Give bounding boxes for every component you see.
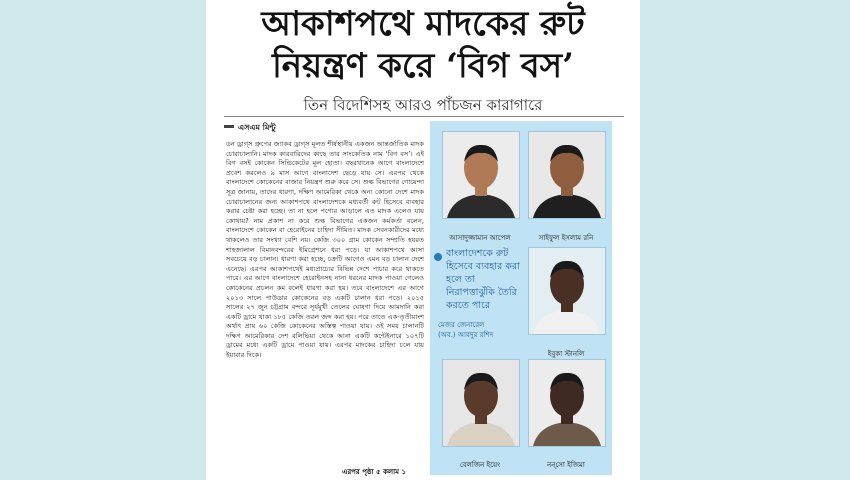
pull-quote-source (438, 320, 528, 340)
photo-caption-5: নন্‌সো ইজিমা (547, 461, 585, 469)
continued-notice: এরপর পৃষ্ঠা ৫ কলাম ১ (342, 468, 406, 476)
pull-quote: বাংলাদেশকে রুট হিসেবে ব্যবহার করা হলে তা নিরাপত্তাঝুঁকি তৈরি করতে পারে (446, 248, 520, 311)
person-portrait-icon (443, 360, 519, 446)
photo-caption-3: ইবুকা স্টানলি (547, 350, 585, 358)
subheadline: তিন বিদেশিসহ আরও পাঁচজন কারাগারে (303, 96, 543, 114)
byline: এসএম মিন্টু (238, 123, 276, 132)
headline-line-2: নিয়ন্ত্রণ করে ‘বিগ বস’ (272, 46, 574, 86)
mugshot-photo-3 (528, 247, 606, 335)
person-portrait-icon (529, 248, 605, 334)
byline-marker (224, 125, 234, 128)
mugshot-photo-4 (442, 359, 520, 447)
pull-quote-source-line-1: মেজর জেনারেল (438, 321, 485, 329)
person-portrait-icon (529, 360, 605, 446)
quote-bullet-icon (434, 253, 442, 261)
photo-caption-4: বেলজিন ইয়েং (459, 461, 501, 469)
article-body: ডন ড্রাগ্স গ্রুপের জ্যাকব ড্রাগ্স মূলত শীর্ষস্থানীয় একজন আন্তর্জাতিক মাদক চোরাচালানি। মাদক কারবারিদের কাছে তার সাংকেতিক নাম ‘বিগ বস’। এই বিগ বসই কোকেন সিন্ডিকেটের মূল হোতা। বছরখানেক আগে বাংলাদেশে প্রবেশ করলেও ৯ মাস আগে বাংলাদেশ ছেড়ে যায় সে। এরপর থেকে বাংলাদেশে কোকেনের বাজার নিয়ন্ত্রণ শুরু করে সে। শুল্ক বিভাগের গোয়েন্দা সূত্র জানায়, তাদের ধারণা, দক্ষিণ আমেরিকা থেকে অন্য কোনো দেশে মাদক চোরাচালানের জন্য আকাশপথে বাংলাদেশকে মধ্যবর্তী রুট হিসেবে ব্যবহার করার চেষ্টা করা হচ্ছে। তা না হলে পণ্যের আড়ালে এত মাদক এলেও যায় কোথায়? নাম প্রকাশ না করে শুল্ক বিভাগের একজন কর্মকর্তা বলেন, বাংলাদেশে কোকেন বা হেরোইনের চাহিদা সীমিত। মাদক সেবনকারীদের মধ্যে থাকলেও তার সংখ্যা বেশি নয়। কেজি ৩০০ গ্রাম কোকেন সম্প্রতি হযরত শাহজালাল বিমানবন্দরের ইমিগ্রেশনে ধরা পড়ে। যা আকাশপথে আসা সবচেয়ে বড় চালান। ধারণা করা হচ্ছে, চক্রটি আগেও এমন বড় চালান দেশে এনেছে। এরপর আকাশপথেই মধ্যপ্রাচ্যের বিভিন্ন দেশে পাচার করে থাকতে পারে। এর আগে বাংলাদেশে হেরোইনসহ নানা ধরনের মাদক পাওয়া গেলেও কোকেনের প্রচলন কম বলেই ধারণা করা হয়। তবে বাংলাদেশে এর আগে ২০১৩ সালে পাউডার কোকেনের বড় একটি চালান ধরা পড়ে। ২০১৫ সালের ২৭ জুন চট্টগ্রাম বন্দরে সূর্যমুখী তেলের ঘোষণা দিয়ে আমদানি করা একটি ড্রামে থাকা ১৮৫ কেজি তরল জব্দ করা হয়। পরে তাতে এক-তৃতীয়াংশ অর্থাৎ প্রায় ৬০ কেজি কোকেনের অস্তিত্ব পাওয়া যায়। ওই সময় চালানটি দক্ষিণ আমেরিকার দেশ বলিভিয়া থেকে আনা একটি কন্টেইনারে ১০৭টি ড্রামের মধ্যে একটি ড্রামে পাওয়া যায়। এরপর মাদকের চাহিদা চলে যায় ইয়াবার দিকে। (226, 140, 424, 360)
photo-panel (430, 121, 612, 475)
headline-divider (224, 116, 624, 117)
photo-caption-2: সাইফুল ইসলাম রনি (538, 234, 594, 242)
person-portrait-icon (529, 132, 605, 218)
photo-caption-1: আসাদুজ্জামান আপেল (449, 234, 511, 242)
mugshot-photo-1 (442, 131, 520, 219)
mugshot-photo-5 (528, 359, 606, 447)
person-portrait-icon (443, 132, 519, 218)
mugshot-photo-2 (528, 131, 606, 219)
newspaper-clipping (206, 0, 640, 480)
headline-line-1: আকাশপথে মাদকের রুট (261, 4, 585, 44)
pull-quote-source-line-2: (অব.) আবদুর রশিদ (438, 331, 494, 339)
